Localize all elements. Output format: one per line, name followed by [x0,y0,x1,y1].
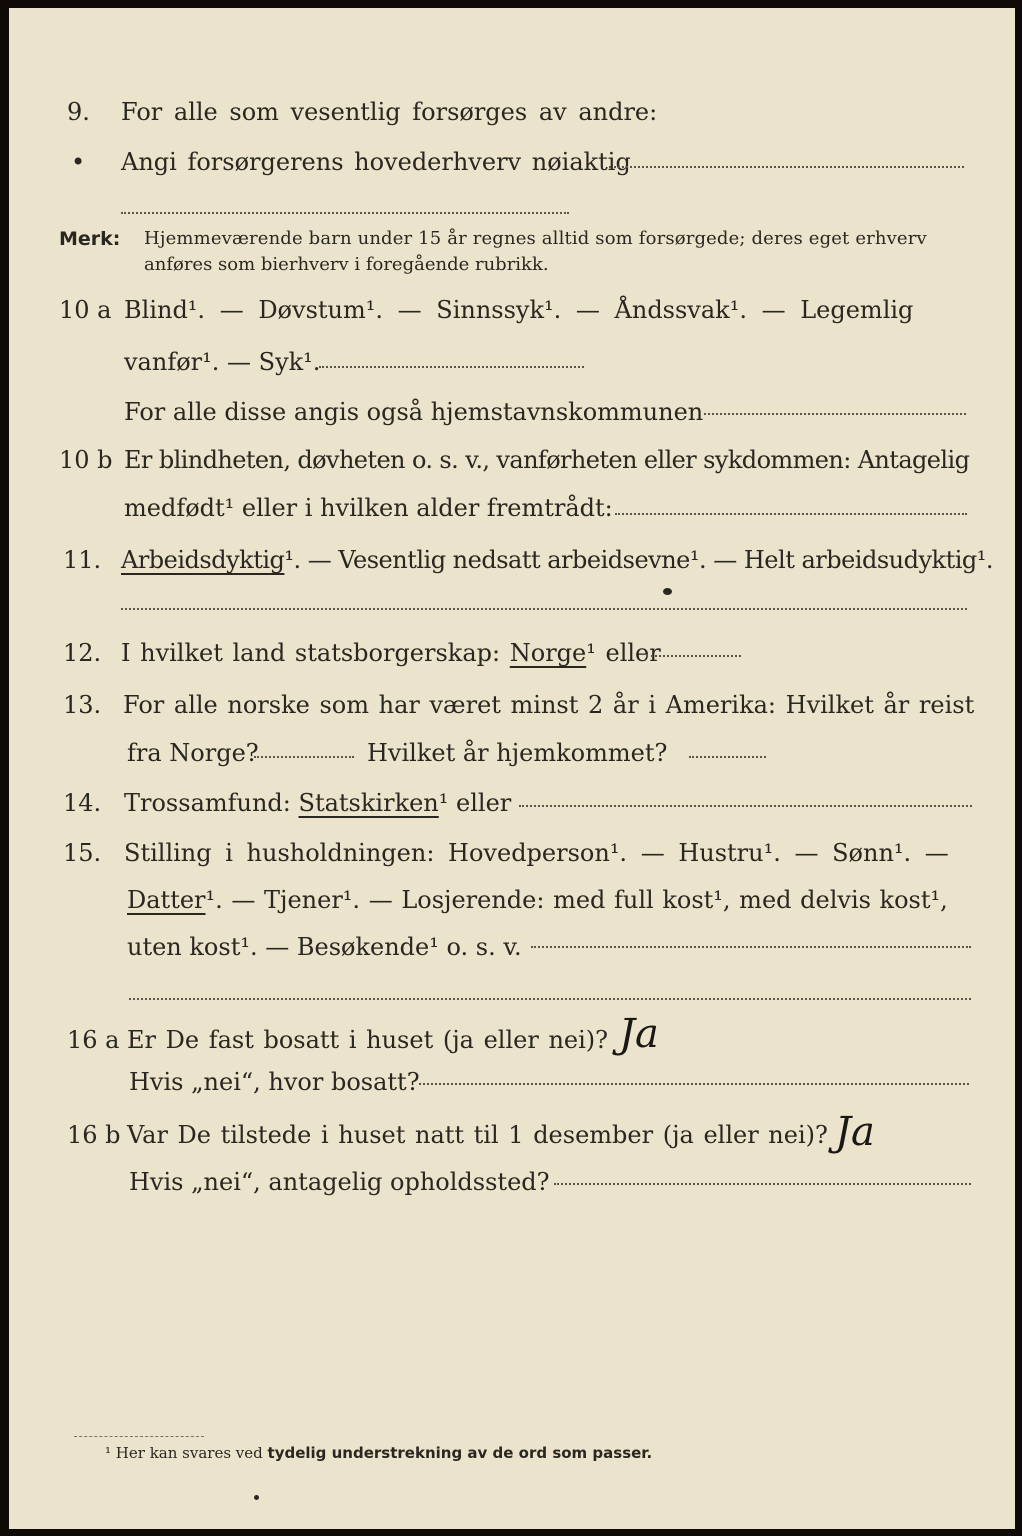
q12-text [121,641,661,665]
q10a-number: 10 a [59,296,112,324]
q14-underlined-answer: Statskirken [298,789,439,817]
q11-field[interactable] [121,608,967,610]
q16b-question: Var De tilstede i huset natt til 1 desember (ja eller nei)? [127,1121,828,1149]
q15-text-2 [127,888,948,912]
q13-left-norway-field[interactable] [254,756,354,758]
q14-question: Trossamfund: [124,789,291,817]
q13-text: For alle norske som har været minst 2 år i Amerika: Hvilket år reist [123,691,975,719]
q13-returned-field[interactable] [689,756,766,758]
q10a-conditions-2: vanfør¹. — Syk¹. [124,348,321,376]
q15-options: ¹. — Tjener¹. — Losjerende: med full kost¹, med delvis kost¹, [205,886,948,914]
q9-provider-field[interactable] [609,166,964,168]
q9-number: 9. [67,98,90,126]
footnote-mark: ¹ [105,1444,112,1462]
q16b-location-field[interactable] [554,1183,971,1185]
q14-text [124,791,511,815]
q11-text [121,548,993,572]
q10b-text: Er blindheten, døvheten o. s. v., vanførheten eller sykdommen: Antagelig [124,446,970,474]
q12-underlined-answer: Norge [509,639,587,667]
q15-text-3: uten kost¹. — Besøkende¹ o. s. v. [127,933,522,961]
q11-options: ¹. — Vesentlig nedsatt arbeidsevne¹. — Helt arbeidsudyktig¹. [284,546,994,574]
q13-left-norway-label: fra Norge? [127,739,259,767]
q15-underlined-answer: Datter [127,886,206,914]
q16b-location-label: Hvis „nei“, antagelig opholdssted? [129,1168,550,1196]
q16a-where-field[interactable] [419,1083,969,1085]
footnote-separator [74,1436,204,1437]
q11-underlined-answer: Arbeidsdyktig [121,546,285,574]
q16b-handwritten-answer: Ja [835,1109,875,1155]
q9-provider-field-2[interactable] [121,212,569,214]
q16a-number: 16 a [67,1026,120,1054]
q14-field[interactable] [519,805,972,807]
q12-number: 12. [63,639,102,667]
footnote-text-b: tydelig understrekning av de ord som passer. [267,1444,653,1462]
q9-text: For alle som vesentlig forsørges av andre: [121,98,658,126]
footnote [105,1446,652,1461]
q13-number: 13. [63,691,102,719]
merk-text-2: anføres som bierhverv i foregående rubrikk. [144,254,549,275]
q12-question: I hvilket land statsborgerskap: [121,639,501,667]
merk-label: Merk: [59,228,121,250]
q11-number: 11. [63,546,102,574]
merk-text-1: Hjemmeværende barn under 15 år regnes alltid som forsørgede; deres eget erhverv [144,228,927,249]
q12-field[interactable] [646,655,741,657]
q9-provider-label: Angi forsørgerens hovederhverv nøiaktig [121,148,631,176]
q16b-number: 16 b [67,1121,121,1149]
q16a-handwritten-answer: Ja [619,1011,659,1057]
q14-number: 14. [63,789,102,817]
q10a-condition-field[interactable] [319,366,584,368]
q10b-onset-field[interactable] [615,513,967,515]
q10a-home-municipality-field[interactable] [704,413,966,415]
ink-spot [663,588,672,595]
q10b-number: 10 b [59,446,113,474]
q13-returned-label: Hvilket år hjemkommet? [367,739,668,767]
q10a-conditions: Blind¹. — Døvstum¹. — Sinnssyk¹. — Åndssvak¹. — Legemlig [124,296,914,324]
q14-or: ¹ eller [438,789,512,817]
q10b-text-2: medfødt¹ eller i hvilken alder fremtrådt: [124,494,613,522]
footnote-text-a: Her kan svares ved [115,1444,263,1462]
census-form-page [9,8,1015,1529]
q15-field-2[interactable] [129,998,971,1000]
q12-or: ¹ eller [586,639,661,667]
ink-spot-small [254,1495,259,1500]
q16a-question: Er De fast bosatt i huset (ja eller nei)? [127,1026,609,1054]
q15-number: 15. [63,839,102,867]
q10a-home-municipality-label: For alle disse angis også hjemstavnskommunen [124,398,704,426]
q15-text: Stilling i husholdningen: Hovedperson¹. — Hustru¹. — Sønn¹. — [124,839,949,867]
q9-bullet: • [71,148,86,176]
q16a-where-label: Hvis „nei“, hvor bosatt? [129,1068,420,1096]
q15-field[interactable] [531,946,971,948]
